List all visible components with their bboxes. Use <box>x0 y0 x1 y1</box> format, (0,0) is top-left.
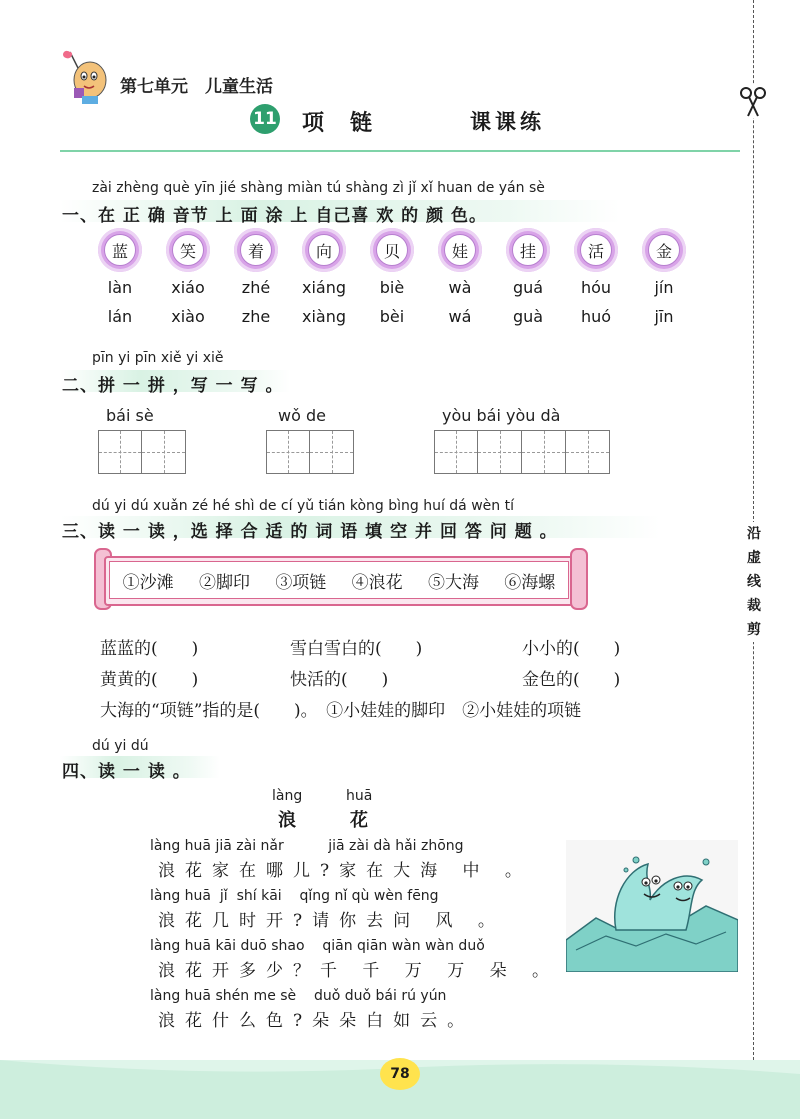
hanzi-char: 挂 <box>512 234 544 266</box>
writing-box[interactable] <box>310 430 354 474</box>
option-item: ⑥海螺 <box>504 572 556 593</box>
group2-pinyin: wǒ de <box>278 406 326 425</box>
pinyin-option[interactable]: zhé <box>241 278 271 297</box>
pinyin-option[interactable]: huó <box>580 307 612 326</box>
section1-title: 一、在 正 确 音节 上 面 涂 上 自己喜 欢 的 颜 色。 <box>62 206 488 226</box>
mascot-icon <box>60 48 110 108</box>
writing-grid-1[interactable] <box>98 430 186 474</box>
poem-line-text: 浪花几时开?请你去问 风 。 <box>158 911 505 931</box>
page-number: 78 <box>380 1058 420 1090</box>
pinyin-option[interactable]: xiáng <box>301 278 346 297</box>
char-option-column <box>226 228 286 326</box>
hanzi-char: 贝 <box>376 234 408 266</box>
pinyin-option[interactable]: làn <box>107 278 133 297</box>
cut-text-char: 虚 <box>744 546 764 570</box>
char-option-column <box>362 228 422 326</box>
char-option-column <box>158 228 218 326</box>
pinyin-option[interactable]: xiào <box>171 307 205 326</box>
section4-pinyin: dú yi dú <box>92 738 149 754</box>
fill-blank-item[interactable]: 快活的( ) <box>290 670 389 690</box>
flower-char-badge <box>234 228 278 272</box>
hanzi-char: 向 <box>308 234 340 266</box>
poem-line-pinyin: làng huā kāi duō shao qiān qiān wàn wàn duǒ <box>150 938 485 954</box>
flower-char-badge <box>506 228 550 272</box>
poem-line-text: 浪花什么色?朵朵白如云。 <box>158 1011 475 1031</box>
group3-pinyin: yòu bái yòu dà <box>442 406 561 425</box>
pinyin-option[interactable]: bèi <box>379 307 405 326</box>
cut-instruction <box>744 522 764 642</box>
writing-box[interactable] <box>478 430 522 474</box>
poem-line-pinyin: làng huā jǐ shí kāi qǐng nǐ qù wèn fēng <box>150 888 439 904</box>
poem-title-pinyin-2: huā <box>346 788 373 804</box>
writing-box[interactable] <box>98 430 142 474</box>
hanzi-char: 笑 <box>172 234 204 266</box>
wave-illustration <box>566 840 738 972</box>
hanzi-char: 蓝 <box>104 234 136 266</box>
flower-char-badge <box>438 228 482 272</box>
section2-title: 二、拼 一 拼 ，写 一 写 。 <box>62 376 284 396</box>
pinyin-option[interactable]: guà <box>512 307 544 326</box>
fill-blank-item[interactable]: 金色的( ) <box>522 670 621 690</box>
pinyin-option[interactable]: jín <box>654 278 674 297</box>
flower-char-badge <box>574 228 618 272</box>
series-name: 课课练 <box>470 110 545 134</box>
option-item: ⑤大海 <box>427 572 479 593</box>
flower-char-badge <box>370 228 414 272</box>
cut-text-char: 剪 <box>744 618 764 642</box>
pinyin-option[interactable]: lán <box>107 307 133 326</box>
hanzi-char: 着 <box>240 234 272 266</box>
section2-pinyin: pīn yi pīn xiě yi xiě <box>92 350 224 366</box>
poem-line-text: 浪花家在哪儿?家在大海 中 。 <box>158 861 532 881</box>
section1-char-row <box>98 228 698 338</box>
poem-title-1: 浪 <box>278 810 296 831</box>
option-item: ①沙滩 <box>122 572 174 593</box>
hanzi-char: 金 <box>648 234 680 266</box>
section4-title: 四、读 一 读 。 <box>62 762 191 782</box>
char-option-column <box>498 228 558 326</box>
pinyin-option[interactable]: guá <box>512 278 544 297</box>
flower-char-badge <box>302 228 346 272</box>
pinyin-option[interactable]: biè <box>379 278 405 297</box>
char-option-column <box>294 228 354 326</box>
lesson-number: 11 <box>250 104 280 134</box>
pinyin-option[interactable]: xiàng <box>301 307 346 326</box>
char-option-column <box>634 228 694 326</box>
fill-blank-item[interactable]: 蓝蓝的( ) <box>100 639 199 659</box>
char-option-column <box>90 228 150 326</box>
poem-line-pinyin: làng huā jiā zài nǎr jiā zài dà hǎi zhōng <box>150 838 464 854</box>
fill-blank-item[interactable]: 小小的( ) <box>522 639 621 659</box>
writing-box[interactable] <box>434 430 478 474</box>
unit-title: 第七单元 儿童生活 <box>120 77 273 97</box>
option-item: ②脚印 <box>198 572 250 593</box>
section3-pinyin: dú yi dú xuǎn zé hé shì de cí yǔ tián kòng bìng huí dá wèn tí <box>92 498 514 514</box>
group1-pinyin: bái sè <box>106 406 154 425</box>
pinyin-option[interactable]: xiáo <box>171 278 205 297</box>
poem-title-pinyin-1: làng <box>272 788 303 804</box>
header-divider <box>60 150 740 152</box>
lesson-title: 项链 <box>302 110 399 136</box>
writing-box[interactable] <box>266 430 310 474</box>
fill-blank-item[interactable]: 黄黄的( ) <box>100 670 199 690</box>
writing-grid-3[interactable] <box>434 430 610 474</box>
fill-blank-item[interactable]: 雪白雪白的( ) <box>290 639 423 659</box>
section1-pinyin: zài zhèng què yīn jié shàng miàn tú shàng zì jǐ xǐ huan de yán sè <box>92 180 545 196</box>
writing-box[interactable] <box>566 430 610 474</box>
choice-question[interactable]: 大海的“项链”指的是( )。 ①小娃娃的脚印 ②小娃娃的项链 <box>100 701 582 721</box>
writing-box[interactable] <box>522 430 566 474</box>
pinyin-option[interactable]: zhe <box>241 307 271 326</box>
pinyin-option[interactable]: jīn <box>654 307 674 326</box>
flower-char-badge <box>166 228 210 272</box>
char-option-column <box>430 228 490 326</box>
poem-line-pinyin: làng huā shén me sè duǒ duǒ bái rú yún <box>150 988 447 1004</box>
poem-line-text: 浪花开多少？千 千 万 万 朵 。 <box>158 961 560 981</box>
hanzi-char: 活 <box>580 234 612 266</box>
pinyin-option[interactable]: hóu <box>580 278 612 297</box>
writing-grid-2[interactable] <box>266 430 354 474</box>
pinyin-option[interactable]: wá <box>448 307 472 326</box>
char-option-column <box>566 228 626 326</box>
option-item: ④浪花 <box>351 572 403 593</box>
option-item: ③项链 <box>275 572 327 593</box>
cut-text-char: 沿 <box>744 522 764 546</box>
writing-box[interactable] <box>142 430 186 474</box>
cut-text-char: 线 <box>744 570 764 594</box>
scroll-right-roll <box>570 548 588 610</box>
section3-title: 三、读 一 读 ，选 择 合 适 的 词 语 填 空 并 回 答 问 题 。 <box>62 522 558 542</box>
poem-title-2: 花 <box>350 810 368 831</box>
word-options-scroll <box>104 556 574 606</box>
pinyin-option[interactable]: wà <box>448 278 472 297</box>
hanzi-char: 娃 <box>444 234 476 266</box>
flower-char-badge <box>98 228 142 272</box>
scissors-icon <box>738 84 768 118</box>
lesson-number-badge <box>250 104 280 134</box>
cut-text-char: 裁 <box>744 594 764 618</box>
flower-char-badge <box>642 228 686 272</box>
